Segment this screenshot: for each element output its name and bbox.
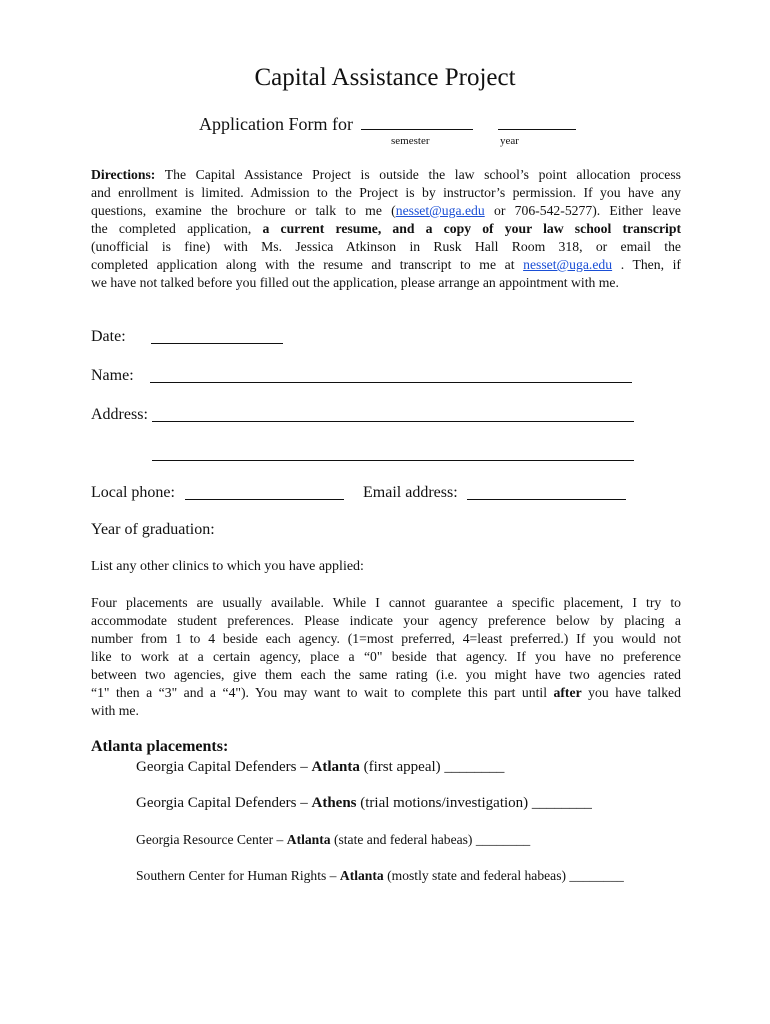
- placement-item-schr-atlanta[interactable]: Southern Center for Human Rights – Atlanta (mostly state and federal habeas) ________: [136, 868, 624, 883]
- name-field[interactable]: [150, 368, 632, 383]
- instruction-line: with me.: [91, 703, 139, 718]
- directions-line: completed application along with the resume and transcript to me at nesset@uga.edu . Then, if: [91, 257, 681, 272]
- email-link[interactable]: nesset@uga.edu: [395, 203, 485, 218]
- year-caption: year: [500, 135, 519, 147]
- atlanta-placements-heading: Atlanta placements:: [91, 738, 229, 755]
- address-field-line2[interactable]: [152, 446, 634, 461]
- directions-line: questions, examine the brochure or talk to me (nesset@uga.edu or 706-542-5277). Either leave: [91, 203, 681, 218]
- semester-caption: semester: [391, 135, 430, 147]
- directions-line: we have not talked before you filled out the application, please arrange an appointment with me.: [91, 275, 619, 290]
- instruction-line: “1" then a “3" and a “4"). You may want to wait to complete this part until after you have talked: [91, 685, 681, 700]
- email-address-field[interactable]: [467, 485, 626, 500]
- directions-line: and enrollment is limited. Admission to the Project is by instructor’s permission. If you have any: [91, 185, 681, 200]
- placement-item-grc-atlanta[interactable]: Georgia Resource Center – Atlanta (state and federal habeas) ________: [136, 832, 531, 847]
- local-phone-label: Local phone:: [91, 484, 175, 501]
- form-subtitle: [199, 113, 576, 135]
- semester-blank[interactable]: [361, 113, 473, 130]
- directions-line: (unofficial is fine) with Ms. Jessica Atkinson in Rusk Hall Room 318, or email the: [91, 239, 681, 254]
- address-label: Address:: [91, 406, 148, 423]
- directions-line: Directions: The Capital Assistance Project is outside the law school’s point allocation process: [91, 167, 681, 182]
- placement-item-gcd-atlanta[interactable]: Georgia Capital Defenders – Atlanta (first appeal) ________: [136, 759, 505, 775]
- date-field[interactable]: [151, 329, 283, 344]
- year-blank[interactable]: [498, 113, 576, 130]
- placement-item-gcd-athens[interactable]: Georgia Capital Defenders – Athens (trial motions/investigation) ________: [136, 795, 592, 811]
- instruction-line: accommodate student preferences. Please indicate your agency preference below by placing a: [91, 613, 681, 628]
- date-label: Date:: [91, 328, 126, 345]
- email-address-label: Email address:: [363, 484, 458, 501]
- placement-instructions: [91, 594, 681, 720]
- subtitle-text: Application Form for: [199, 114, 353, 134]
- email-link[interactable]: nesset@uga.edu: [523, 257, 613, 272]
- directions-label: Directions:: [91, 167, 156, 182]
- address-field-line1[interactable]: [152, 407, 634, 422]
- other-clinics-label: List any other clinics to which you have applied:: [91, 559, 364, 574]
- graduation-year-label: Year of graduation:: [91, 521, 215, 538]
- page-title: Capital Assistance Project: [254, 64, 516, 91]
- directions-paragraph: [91, 166, 681, 292]
- name-label: Name:: [91, 367, 134, 384]
- local-phone-field[interactable]: [185, 485, 344, 500]
- instruction-line: Four placements are usually available. While I cannot guarantee a specific placement, I try to: [91, 595, 681, 610]
- instruction-line: like to work at a certain agency, place a “0" beside that agency. If you have no preference: [91, 649, 681, 664]
- directions-line: the completed application, a current resume, and a copy of your law school transcript: [91, 221, 682, 236]
- instruction-line: between two agencies, give them each the same rating (i.e. you might have two agencies rated: [91, 667, 681, 682]
- instruction-line: number from 1 to 4 beside each agency. (1=most preferred, 4=least preferred.) If you would not: [91, 631, 681, 646]
